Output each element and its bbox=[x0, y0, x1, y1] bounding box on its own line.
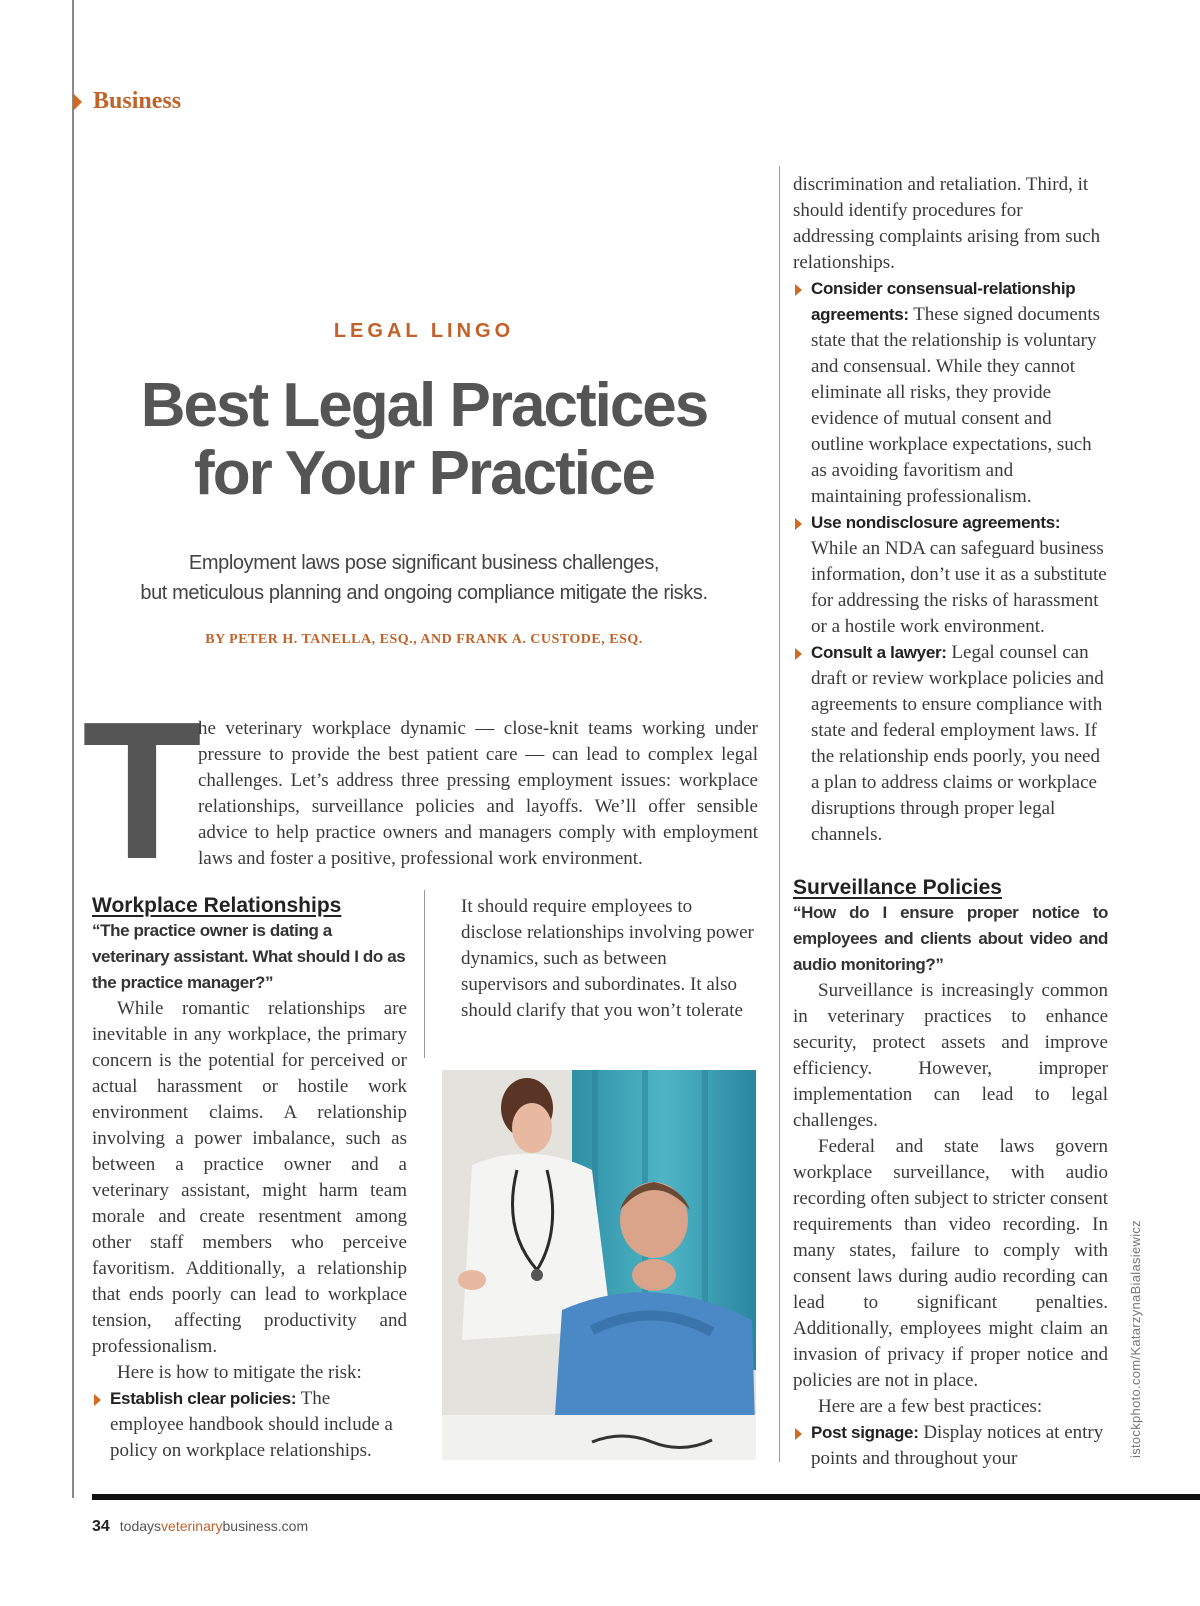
surveillance-paragraph-2: Federal and state laws govern workplace surveillance, with audio recording often subject to stricter consent requirements than video recording. In many states, failure to comply with consent laws during audio recording can lead to significant penalties. Additionally, employees might claim an invasion of privacy if proper notice and policies are not in place. bbox=[793, 1136, 1108, 1391]
drop-cap bbox=[82, 681, 202, 900]
bullet-text: Display notices at entry points and throughout your bbox=[811, 1422, 1104, 1469]
bullet-establish-policies bbox=[92, 1386, 407, 1464]
dek bbox=[92, 548, 756, 608]
surveillance-paragraph-3: Here are a few best practices: bbox=[818, 1396, 1043, 1417]
bullet-term: Consider consensual-relationship agreements: bbox=[811, 279, 1076, 324]
bullet-consensual-agreements bbox=[793, 276, 1108, 510]
site-url-accent: veterinary bbox=[161, 1518, 223, 1534]
bullet-term: Use nondisclosure agreements: bbox=[811, 513, 1061, 532]
byline: BY PETER H. TANELLA, ESQ., AND FRANK A. CUSTODE, ESQ. bbox=[205, 632, 643, 647]
site-url-prefix: todays bbox=[119, 1518, 162, 1534]
left-margin-rule bbox=[72, 0, 74, 1498]
drop-cap-letter: T bbox=[82, 681, 202, 900]
bullet-post-signage bbox=[793, 1420, 1108, 1472]
bullet-consult-lawyer bbox=[793, 640, 1108, 848]
bullet-triangle-icon bbox=[795, 284, 802, 296]
bullet-nondisclosure bbox=[793, 510, 1108, 640]
folio bbox=[92, 1518, 308, 1536]
section-triangle-icon bbox=[73, 93, 82, 111]
surveillance-policies-heading: Surveillance Policies bbox=[793, 876, 1002, 899]
workplace-relationships-heading: Workplace Relationships bbox=[92, 894, 342, 917]
page-number: 34 bbox=[92, 1518, 110, 1535]
column-3-continuation: discrimination and retaliation. Third, it should identify procedures for addressing complaints arising from such relationships. bbox=[793, 174, 1101, 273]
bullet-term: Establish clear policies: bbox=[110, 1389, 297, 1408]
headline-line-1: Best Legal Practices bbox=[140, 371, 708, 440]
footer-rule bbox=[92, 1494, 1200, 1500]
column-rule bbox=[424, 890, 425, 1058]
bullet-triangle-icon bbox=[94, 1394, 101, 1406]
surveillance-question: “How do I ensure proper notice to employees and clients about video and audio monitoring?” bbox=[793, 903, 1108, 974]
bullet-triangle-icon bbox=[795, 648, 802, 660]
column-kicker: LEGAL LINGO bbox=[333, 320, 515, 342]
bullet-triangle-icon bbox=[795, 1428, 802, 1440]
photo-veterinarians bbox=[442, 1070, 756, 1460]
intro-paragraph: he veterinary workplace dynamic — close-knit teams working under pressure to provide the best patient care — can lead to complex legal challenges. Let’s address three pressing employment issues: workplace relationships, surveillance policies and layoffs. We’ll offer sensible advice to help practice owners and managers comply with employment laws and foster a positive, professional work environment. bbox=[198, 718, 758, 869]
site-url-suffix: business.com bbox=[222, 1518, 309, 1534]
dek-line-2: but meticulous planning and ongoing compliance mitigate the risks. bbox=[140, 582, 708, 604]
bullet-triangle-icon bbox=[795, 518, 802, 530]
dek-line-1: Employment laws pose significant business challenges, bbox=[188, 552, 660, 574]
bullet-text: These signed documents state that the relationship is voluntary and consensual. While they cannot eliminate all risks, they provide evidence of mutual consent and outline workplace expectations, such as avoiding favoritism and maintaining professionalism. bbox=[811, 304, 1100, 507]
bullet-term: Post signage: bbox=[811, 1423, 919, 1442]
column-3 bbox=[793, 172, 1108, 1472]
surveillance-paragraph-1: Surveillance is increasingly common in veterinary practices to enhance security, protect assets and improve efficiency. However, improper implementation can lead to legal challenges. bbox=[793, 980, 1108, 1131]
column-rule bbox=[779, 166, 780, 1462]
photo-credit: istockphoto.com/KatarzynaBialasiewicz bbox=[1128, 1220, 1143, 1458]
section-label: Business bbox=[93, 88, 182, 114]
column-2-text: It should require employees to disclose relationships involving power dynamics, such as between supervisors and subordinates. It also should clarify that you won’t tolerate bbox=[461, 896, 754, 1021]
workplace-paragraph-1: While romantic relationships are inevitable in any workplace, the primary concern is the potential for perceived or actual harassment or hostile work environment claims. A relationship involving a power imbalance, such as between a practice owner and a veterinary assistant, might harm team morale and create resentment among other staff members who perceive favoritism. Additionally, a relationship that ends poorly can lead to workplace tension, affecting productivity and professionalism. bbox=[92, 998, 407, 1357]
bullet-text: While an NDA can safeguard business information, don’t use it as a substitute for addressing the risks of harassment or a hostile work environment. bbox=[811, 538, 1107, 637]
bullet-text: Legal counsel can draft or review workplace policies and agreements to ensure compliance with state and federal employment laws. If the relationship ends poorly, you need a plan to address claims or workplace disruptions through proper legal channels. bbox=[811, 642, 1104, 845]
headline-line-2: for Your Practice bbox=[194, 439, 654, 508]
bullet-term: Consult a lawyer: bbox=[811, 643, 947, 662]
workplace-paragraph-2: Here is how to mitigate the risk: bbox=[117, 1362, 362, 1383]
workplace-question: “The practice owner is dating a veterinary assistant. What should I do as the practice manager?” bbox=[92, 921, 406, 992]
column-1 bbox=[92, 894, 407, 1464]
headline bbox=[92, 372, 756, 508]
bullet-text: The employee handbook should include a policy on workplace relationships. bbox=[110, 1388, 393, 1461]
